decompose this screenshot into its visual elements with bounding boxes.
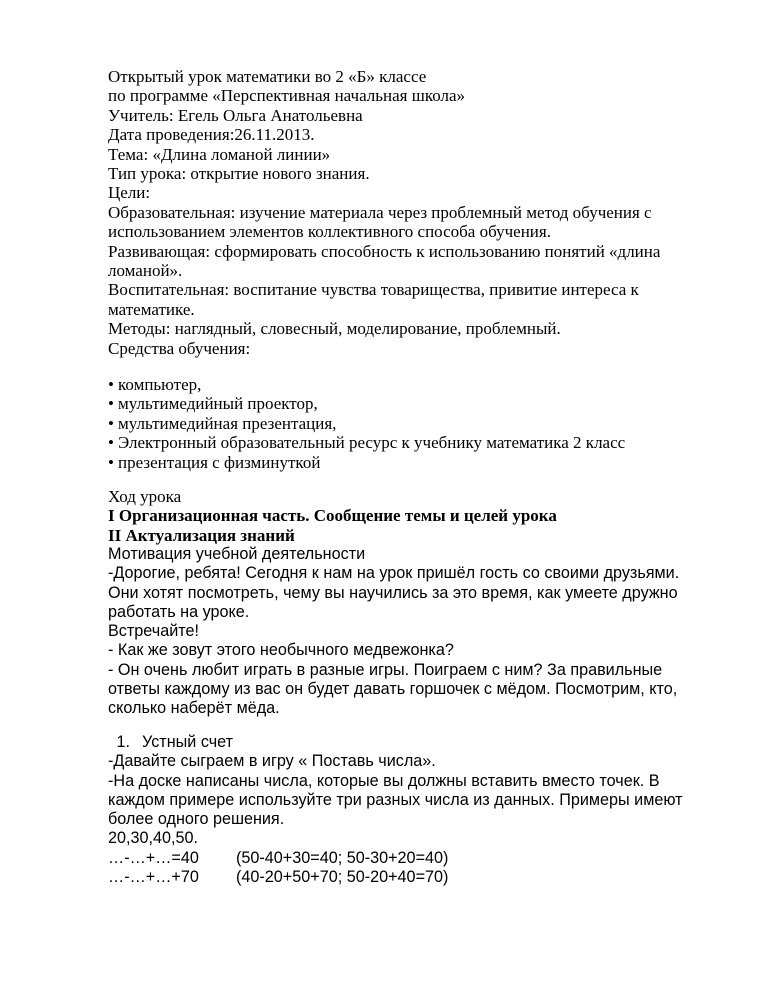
paragraph-line: - Как же зовут этого необычного медвежонка? <box>108 641 454 660</box>
paragraph-line: работать на уроке. <box>108 602 250 621</box>
list-item: • Электронный образовательный ресурс к учебнику математика 2 класс <box>108 433 626 453</box>
bullet-icon: • <box>108 413 114 433</box>
header-line: ломаной». <box>108 261 183 281</box>
paragraph-line: - Он очень любит играть в разные игры. Поиграем с ним? За правильные <box>108 660 663 679</box>
paragraph-line: Встречайте! <box>108 622 199 641</box>
motivation-section <box>108 545 708 719</box>
stage-heading: I Организационная часть. Сообщение темы и целей урока <box>108 506 557 526</box>
paragraph-line: -Дорогие, ребята! Сегодня к нам на урок пришёл гость со своими друзьями. <box>108 564 680 583</box>
example-pattern: …-…+…+70 <box>108 868 199 887</box>
numbered-heading: 1. Устный счет <box>108 733 708 752</box>
bullet-icon: • <box>108 394 114 414</box>
lesson-course <box>108 487 708 545</box>
equipment-list <box>108 375 708 472</box>
paragraph-line: ответы каждому из вас он будет давать горшочек с мёдом. Посмотрим, кто, <box>108 680 678 699</box>
paragraph-line: каждом примере используйте три разных числа из данных. Примеры имеют <box>108 790 683 809</box>
bullet-icon: • <box>108 375 114 394</box>
header-line: Средства обучения: <box>108 338 251 358</box>
example-answer: (50-40+30=40; 50-30+20=40) <box>236 848 449 867</box>
example-pattern: …-…+…=40 <box>108 848 199 867</box>
lesson-header <box>108 67 708 358</box>
header-line: использованием элементов коллективного способа обучения. <box>108 222 551 242</box>
paragraph-line: сколько наберёт мёда. <box>108 699 280 718</box>
header-line: Воспитательная: воспитание чувства товарищества, привитие интереса к <box>108 280 639 300</box>
paragraph-line: Мотивация учебной деятельности <box>108 545 366 563</box>
header-line: Открытый урок математики во 2 «Б» классе <box>108 67 427 86</box>
paragraph-line: -На доске написаны числа, которые вы должны вставить вместо точек. В <box>108 771 660 790</box>
list-item: • мультимедийный проектор, <box>108 394 318 414</box>
paragraph-line: более одного решения. <box>108 810 285 829</box>
list-item: • компьютер, <box>108 375 202 394</box>
example-row <box>108 868 708 887</box>
oral-count-section <box>108 733 708 887</box>
bullet-icon: • <box>108 433 114 453</box>
header-line: Образовательная: изучение материала через проблемный метод обучения с <box>108 202 652 222</box>
list-item: • мультимедийная презентация, <box>108 413 337 433</box>
item-number: 1. <box>116 733 130 751</box>
header-line: Дата проведения:26.11.2013. <box>108 125 315 145</box>
paragraph-line: Они хотят посмотреть, чему вы научились за это время, как умеете дружно <box>108 583 678 602</box>
paragraph-line: 20,30,40,50. <box>108 829 199 848</box>
course-heading: Ход урока <box>108 487 182 506</box>
paragraph-line: -Давайте сыграем в игру « Поставь числа». <box>108 752 436 771</box>
header-line: Цели: <box>108 183 151 203</box>
header-line: Тип урока: открытие нового знания. <box>108 164 370 184</box>
list-item: • презентация с физминуткой <box>108 452 321 472</box>
header-line: математике. <box>108 299 195 319</box>
example-row <box>108 849 708 868</box>
header-line: Учитель: Егель Ольга Анатольевна <box>108 105 363 125</box>
example-answer: (40-20+50+70; 50-20+40=70) <box>236 868 449 887</box>
header-line: Развивающая: сформировать способность к использованию понятий «длина <box>108 241 661 261</box>
bullet-icon: • <box>108 452 114 472</box>
header-line: по программе «Перспективная начальная школа» <box>108 86 466 106</box>
header-line: Методы: наглядный, словесный, моделирование, проблемный. <box>108 319 561 339</box>
header-line: Тема: «Длина ломаной линии» <box>108 144 331 164</box>
stage-heading: II Актуализация знаний <box>108 525 295 545</box>
